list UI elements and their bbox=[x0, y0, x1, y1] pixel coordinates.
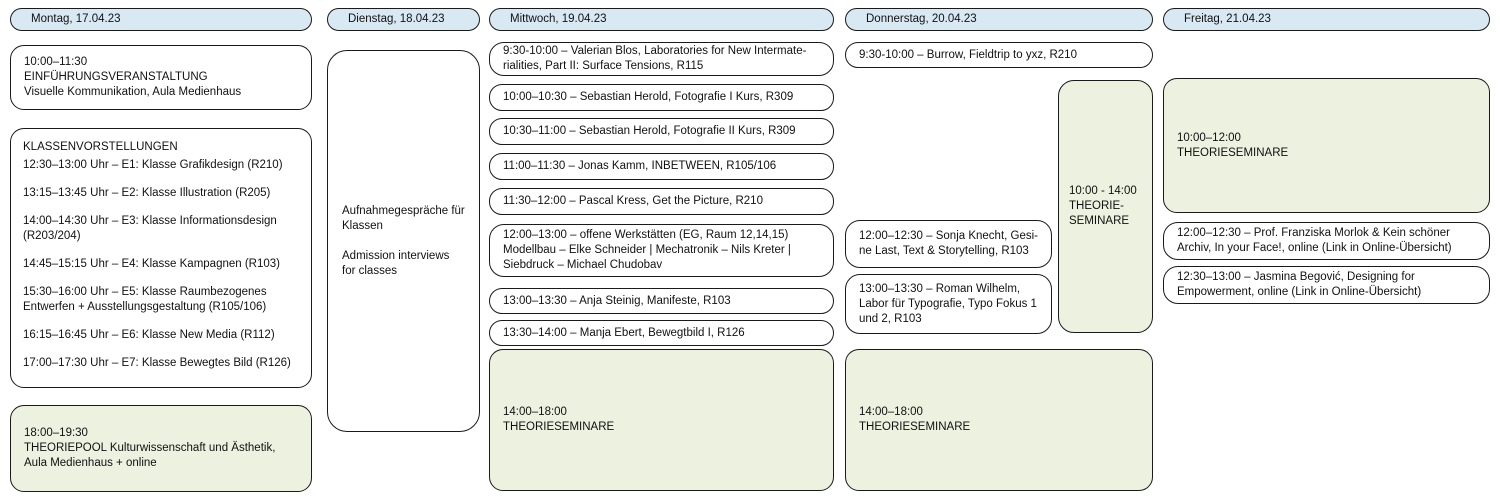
event-designing-for-empowerment bbox=[1163, 266, 1490, 304]
day-header-friday bbox=[1163, 8, 1490, 31]
event-text: 13:00–13:30 – Anja Steinig, Manifeste, R103 bbox=[503, 294, 731, 307]
event-text-line: Archiv, In your Face!, online (Link in Online-Übersicht) bbox=[1177, 242, 1452, 254]
event-text-line: rialities, Part II: Surface Tensions, R115 bbox=[503, 60, 704, 72]
event-text-line: 12:30–13:00 – Jasmina Begović, Designing for bbox=[1177, 271, 1415, 283]
event-text-line: 12:00–12:30 – Sonja Knecht, Gesi- bbox=[859, 230, 1039, 242]
event-theorieseminare-thursday-afternoon bbox=[845, 349, 1153, 491]
event-title: THEORIESEMINARE bbox=[503, 421, 615, 433]
event-location: Visuelle Kommunikation, Aula Medienhaus bbox=[24, 86, 242, 98]
event-theorieseminare-wednesday bbox=[489, 349, 834, 491]
day-header-monday bbox=[10, 8, 312, 31]
event-manifeste bbox=[489, 288, 834, 314]
class-presentation-item: 13:15–13:45 Uhr – E2: Klasse Illustration (R205) bbox=[23, 187, 271, 199]
class-presentation-item: 16:15–16:45 Uhr – E6: Klasse New Media (R112) bbox=[23, 329, 275, 341]
class-presentation-item: 15:30–16:00 Uhr – E5: Klasse Raumbezogenes Entwerfen + Ausstellungsgestaltung (R105/106) bbox=[23, 286, 267, 313]
event-text: 10:30–11:00 – Sebastian Herold, Fotografie II Kurs, R309 bbox=[503, 125, 796, 137]
event-text-line: und 2, R103 bbox=[859, 312, 922, 325]
event-text-line: Siebdruck – Michael Chudobav bbox=[503, 259, 663, 271]
event-bewegtbild bbox=[489, 320, 834, 346]
event-title-line: THEORIE- bbox=[1069, 200, 1124, 212]
event-fotografie-1 bbox=[489, 84, 834, 111]
event-text-line: ne Last, Text & Storytelling, R103 bbox=[859, 245, 1029, 257]
event-title-line: SEMINARE bbox=[1069, 215, 1130, 227]
event-text-line: Empowerment, online (Link in Online-Übersicht) bbox=[1177, 286, 1422, 298]
event-title: THEORIESEMINARE bbox=[1177, 146, 1289, 159]
event-text: 11:30–12:00 – Pascal Kress, Get the Picture, R210 bbox=[503, 195, 763, 207]
day-header-monday-label: Montag, 17.04.23 bbox=[31, 13, 121, 25]
event-intro-session bbox=[10, 45, 312, 110]
event-theorieseminare-thursday-morning bbox=[1058, 80, 1153, 333]
event-text-line: Labor für Typografie, Typo Fokus 1 bbox=[859, 297, 1037, 310]
event-time: 10:00–12:00 bbox=[1177, 131, 1241, 144]
day-header-wednesday bbox=[489, 8, 834, 31]
day-header-tuesday-label: Dienstag, 18.04.23 bbox=[348, 13, 445, 25]
event-text: 9:30-10:00 – Burrow, Fieldtrip to yxz, R210 bbox=[859, 48, 1077, 61]
event-admission-interviews bbox=[327, 50, 480, 432]
event-title: THEORIESEMINARE bbox=[859, 421, 971, 433]
day-header-thursday bbox=[845, 8, 1153, 31]
event-theorieseminare-friday bbox=[1163, 78, 1490, 213]
admission-interviews-en: Admission interviews for classes bbox=[342, 249, 450, 277]
event-title: THEORIEPOOL Kulturwissenschaft und Ästhetik, bbox=[24, 442, 276, 454]
event-time: 14:00–18:00 bbox=[503, 406, 567, 418]
event-get-the-picture bbox=[489, 188, 834, 215]
day-header-friday-label: Freitag, 21.04.23 bbox=[1184, 13, 1271, 25]
event-time: 10:00–11:30 bbox=[24, 56, 88, 68]
event-location: Aula Medienhaus + online bbox=[24, 457, 157, 469]
event-title: EINFÜHRUNGSVERANSTALTUNG bbox=[24, 71, 208, 83]
event-time: 10:00 - 14:00 bbox=[1069, 185, 1137, 197]
day-header-wednesday-label: Mittwoch, 19.04.23 bbox=[510, 13, 607, 25]
day-header-tuesday bbox=[327, 8, 480, 31]
event-valerian-blos bbox=[489, 42, 834, 76]
event-offene-werkstaetten bbox=[489, 224, 834, 277]
event-inbetween bbox=[489, 153, 834, 180]
event-text: 11:00–11:30 – Jonas Kamm, INBETWEEN, R105/106 bbox=[503, 160, 777, 172]
event-theoriepool bbox=[10, 405, 312, 492]
event-time: 14:00–18:00 bbox=[859, 406, 923, 418]
event-text-line: 12:00–13:00 – offene Werkstätten (EG, Raum 12,14,15) bbox=[503, 229, 789, 241]
event-text-line: 9:30-10:00 – Valerian Blos, Laboratories for New Intermate- bbox=[503, 45, 807, 57]
admission-interviews-de: Aufnahmegespräche für Klassen bbox=[342, 204, 465, 232]
event-text-line: 13:00–13:30 – Roman Wilhelm, bbox=[859, 282, 1021, 295]
class-presentations-heading: KLASSENVORSTELLUNGEN bbox=[23, 141, 178, 153]
day-header-thursday-label: Donnerstag, 20.04.23 bbox=[866, 13, 977, 25]
event-text: 10:00–10:30 – Sebastian Herold, Fotografie I Kurs, R309 bbox=[503, 91, 794, 103]
event-fieldtrip bbox=[845, 42, 1153, 68]
class-presentation-item: 17:00–17:30 Uhr – E7: Klasse Bewegtes Bild (R126) bbox=[23, 357, 291, 369]
class-presentation-item: 14:45–15:15 Uhr – E4: Klasse Kampagnen (R103) bbox=[23, 258, 280, 270]
event-class-presentations bbox=[10, 128, 312, 388]
event-text-line: 12:00–12:30 – Prof. Franziska Morlok & Kein schöner bbox=[1177, 227, 1450, 239]
event-fotografie-2 bbox=[489, 118, 834, 145]
class-presentation-item: 12:30–13:00 Uhr – E1: Klasse Grafikdesign (R210) bbox=[23, 159, 283, 171]
event-morlok-archiv bbox=[1163, 222, 1490, 260]
spacer bbox=[342, 234, 465, 249]
event-time: 18:00–19:30 bbox=[24, 427, 88, 439]
event-labor-typografie bbox=[845, 274, 1052, 334]
event-text-storytelling bbox=[845, 220, 1052, 268]
event-text-line: Modellbau – Elke Schneider | Mechatronik – Nils Kreter | bbox=[503, 244, 791, 256]
event-text: 13:30–14:00 – Manja Ebert, Bewegtbild I, R126 bbox=[503, 326, 745, 339]
class-presentation-item: 14:00–14:30 Uhr – E3: Klasse Informationsdesign (R203/204) bbox=[23, 215, 277, 242]
